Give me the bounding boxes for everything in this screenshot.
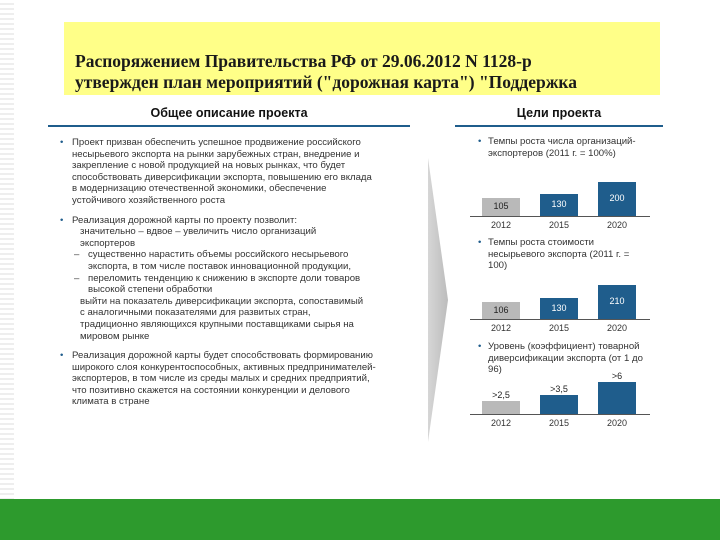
x-tick-label: 2020 (606, 323, 628, 333)
outcome-item: – существенно нарастить объемы российского несырьевого экспорта, в том числе поставок инновационной продукции, (72, 249, 413, 272)
footer-bar (0, 499, 720, 540)
title-line-1: Распоряжением Правительства РФ от 29.06.2012 N 1128-р (75, 51, 532, 71)
outcome-item: выйти на показатель диверсификации экспорта, сопоставимый с аналогичными показателями для развитых стран, традиционно являющихся крупными поставщиками сырья на мировом рынке (80, 295, 364, 342)
bar-value-label: >6 (611, 371, 623, 381)
bullet-outcomes: • Реализация дорожной карты по проекту позволит: значительно – вдвое – увеличить число организаций экспортеров – существенно нарастить объемы российского несырьевого экспорта, в том числе поставок инновационной продукции, – переломить тенденцию к снижению в экспорте доли товаров высокой степени обработки выйти на показатель диверсификации экспорта, сопоставимый с аналогичными показателями для развитых стран, традиционно являющихся крупными поставщиками сырья на мировом рынке (58, 215, 413, 343)
x-tick-label: 2012 (490, 418, 512, 428)
bar-value-label: 130 (551, 199, 567, 209)
bar-value-label: >3,5 (550, 384, 568, 394)
goal-3-label: • Уровень (коэффициент) товарной диверсификации экспорта (от 1 до 96) (478, 341, 663, 376)
x-tick-label: 2020 (606, 418, 628, 428)
chart-bar (598, 382, 636, 414)
bar-value-label: 200 (609, 193, 625, 203)
bullet-competitiveness: • Реализация дорожной карты будет способствовать формированию широкого слоя конкурентоспособных, активных предпринимателей- экспортеров, в том числе из среды малых и средних предприятий, что позитивно скажется на состоянии конкуренции и делового климата в стране (58, 350, 413, 408)
x-tick-label: 2020 (606, 220, 628, 230)
right-heading-rule (455, 125, 663, 127)
chart-exporters-growth (470, 172, 650, 232)
outcome-item: – переломить тенденцию к снижению в экспорте доли товаров высокой степени обработки (72, 273, 413, 296)
bar-value-label: 130 (551, 303, 567, 313)
x-tick-label: 2012 (490, 220, 512, 230)
bullet-purpose: • Проект призван обеспечить успешное продвижение российского несырьевого экспорта на рынки зарубежных стран, внедрение и закрепление с новой продукцией на новых рынках, что будет способствовать диверсификации экспорта, повышению его вклада в модернизацию отечественной экономики, обеспечение устойчивого хозяйственного роста (58, 137, 413, 207)
x-tick-label: 2012 (490, 323, 512, 333)
chart-axis (470, 319, 650, 320)
chart-axis (470, 414, 650, 415)
bar-value-label: 210 (609, 296, 625, 306)
bar-value-label: >2,5 (492, 390, 510, 400)
arrow-icon (428, 158, 448, 442)
x-tick-label: 2015 (548, 323, 570, 333)
chart-axis (470, 216, 650, 217)
slide-title-box (64, 22, 660, 95)
goal-2-label: • Темпы роста стоимости несырьевого экспорта (2011 г. = 100) (478, 237, 663, 272)
chart-diversification-level (470, 370, 650, 432)
chart-export-value-growth (470, 275, 650, 335)
chart-bar (482, 401, 520, 414)
left-heading-rule (48, 125, 410, 127)
decorative-stripe (0, 0, 14, 500)
project-description (58, 137, 413, 416)
title-line-2: утвержден план мероприятий ("дорожная карта") "Поддержка (75, 72, 577, 92)
goal-1-label: • Темпы роста числа организаций- экспортеров (2011 г. = 100%) (478, 136, 663, 159)
slide-title (75, 51, 660, 93)
bar-value-label: 106 (493, 305, 509, 315)
chart-bar (540, 395, 578, 414)
right-heading: Цели проекта (516, 106, 602, 120)
bar-value-label: 105 (493, 201, 509, 211)
x-tick-label: 2015 (548, 418, 570, 428)
left-heading: Общее описание проекта (150, 106, 308, 120)
x-tick-label: 2015 (548, 220, 570, 230)
